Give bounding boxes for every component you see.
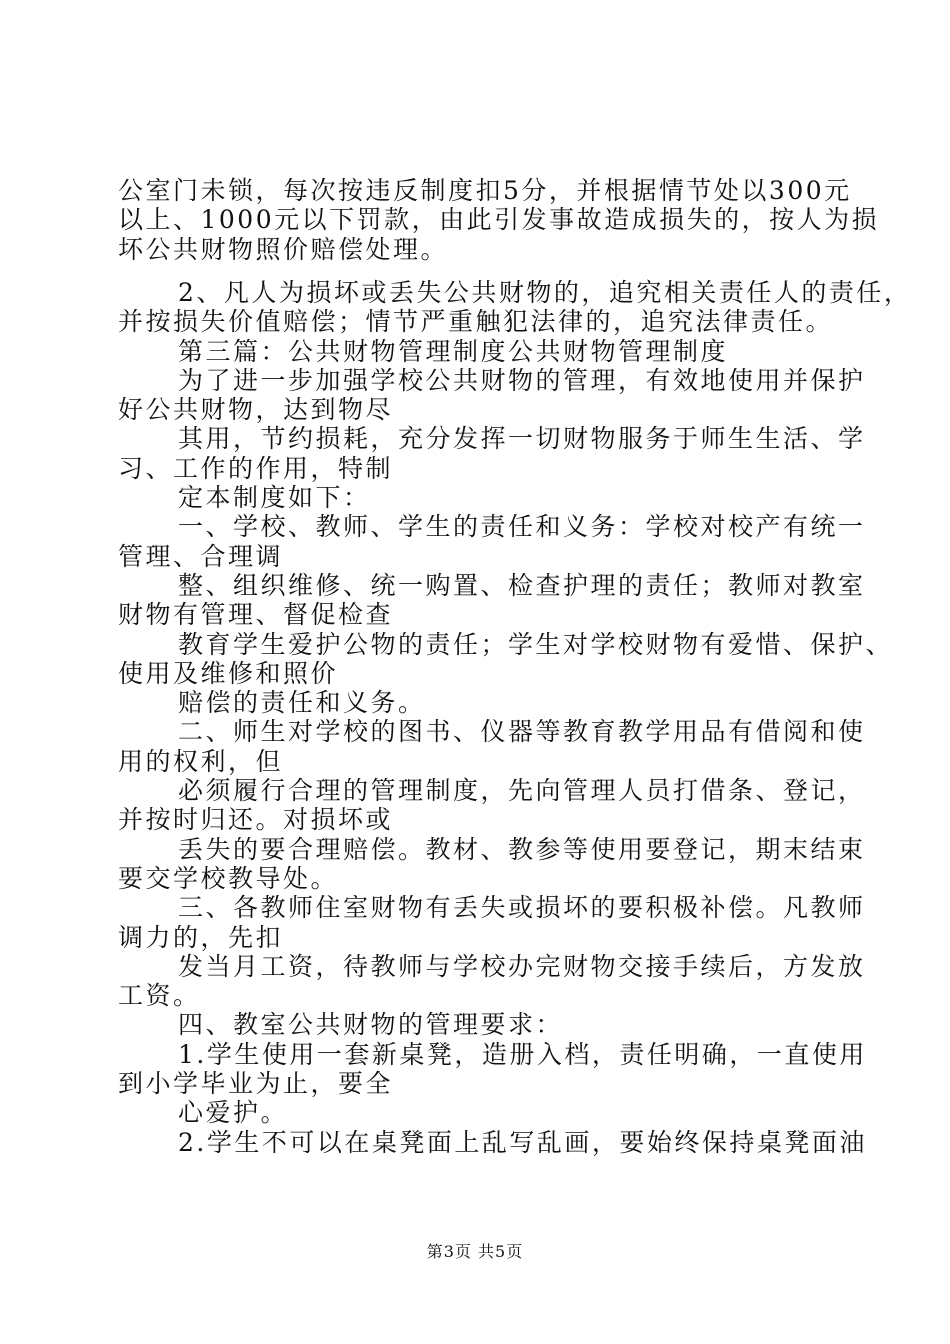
text-line: 用的权利，但 <box>118 747 284 776</box>
text-line: 公室门未锁，每次按违反制度扣5分，并根据情节处以300元 <box>118 176 852 205</box>
text-line: 管理、合理调 <box>118 542 284 571</box>
text-line: 一、学校、教师、学生的责任和义务：学校对校产有统一 <box>178 512 866 541</box>
text-line: 2.学生不可以在桌凳面上乱写乱画，要始终保持桌凳面油 <box>178 1128 867 1157</box>
text-line: 要交学校教导处。 <box>118 864 339 893</box>
text-line: 习、工作的作用，特制 <box>118 454 394 483</box>
text-line: 四、教室公共财物的管理要求： <box>178 1010 564 1039</box>
text-line: 工资。 <box>118 981 201 1010</box>
text-line: 到小学毕业为止，要全 <box>118 1069 394 1098</box>
text-line: 并按损失价值赔偿；情节严重触犯法律的，追究法律责任。 <box>118 307 834 336</box>
text-line: 好公共财物，达到物尽 <box>118 395 394 424</box>
text-line: 教育学生爱护公物的责任；学生对学校财物有爱惜、保护、 <box>178 630 894 659</box>
text-line: 调力的，先扣 <box>118 923 284 952</box>
text-line: 定本制度如下： <box>178 483 371 512</box>
text-line: 以上、1000元以下罚款，由此引发事故造成损失的，按人为损 <box>118 205 880 234</box>
page-footer: 第3页 共5页 <box>426 1242 524 1261</box>
text-line: 发当月工资，待教师与学校办完财物交接手续后，方发放 <box>178 952 866 981</box>
text-line: 三、各教师住室财物有丢失或损坏的要积极补偿。凡教师 <box>178 893 866 922</box>
text-line: 二、师生对学校的图书、仪器等教育教学用品有借阅和使 <box>178 717 866 746</box>
text-line: 2、凡人为损坏或丢失公共财物的，追究相关责任人的责任， <box>178 278 912 307</box>
text-line: 丢失的要合理赔偿。教材、教参等使用要登记，期末结束 <box>178 835 866 864</box>
text-line: 1.学生使用一套新桌凳，造册入档，责任明确，一直使用 <box>178 1040 867 1069</box>
text-line: 整、组织维修、统一购置、检查护理的责任；教师对教室 <box>178 571 866 600</box>
text-line: 使用及维修和照价 <box>118 659 339 688</box>
text-line: 财物有管理、督促检查 <box>118 600 394 629</box>
text-line: 坏公共财物照价赔偿处理。 <box>118 235 449 264</box>
text-line: 并按时归还。对损坏或 <box>118 805 394 834</box>
text-line: 为了进一步加强学校公共财物的管理，有效地使用并保护 <box>178 366 866 395</box>
section-heading: 第三篇：公共财物管理制度公共财物管理制度 <box>178 337 729 366</box>
text-line: 赔偿的责任和义务。 <box>178 688 426 717</box>
text-line: 必须履行合理的管理制度，先向管理人员打借条、登记， <box>178 776 866 805</box>
text-line: 心爱护。 <box>178 1098 289 1127</box>
text-line: 其用，节约损耗，充分发挥一切财物服务于师生生活、学 <box>178 424 866 453</box>
